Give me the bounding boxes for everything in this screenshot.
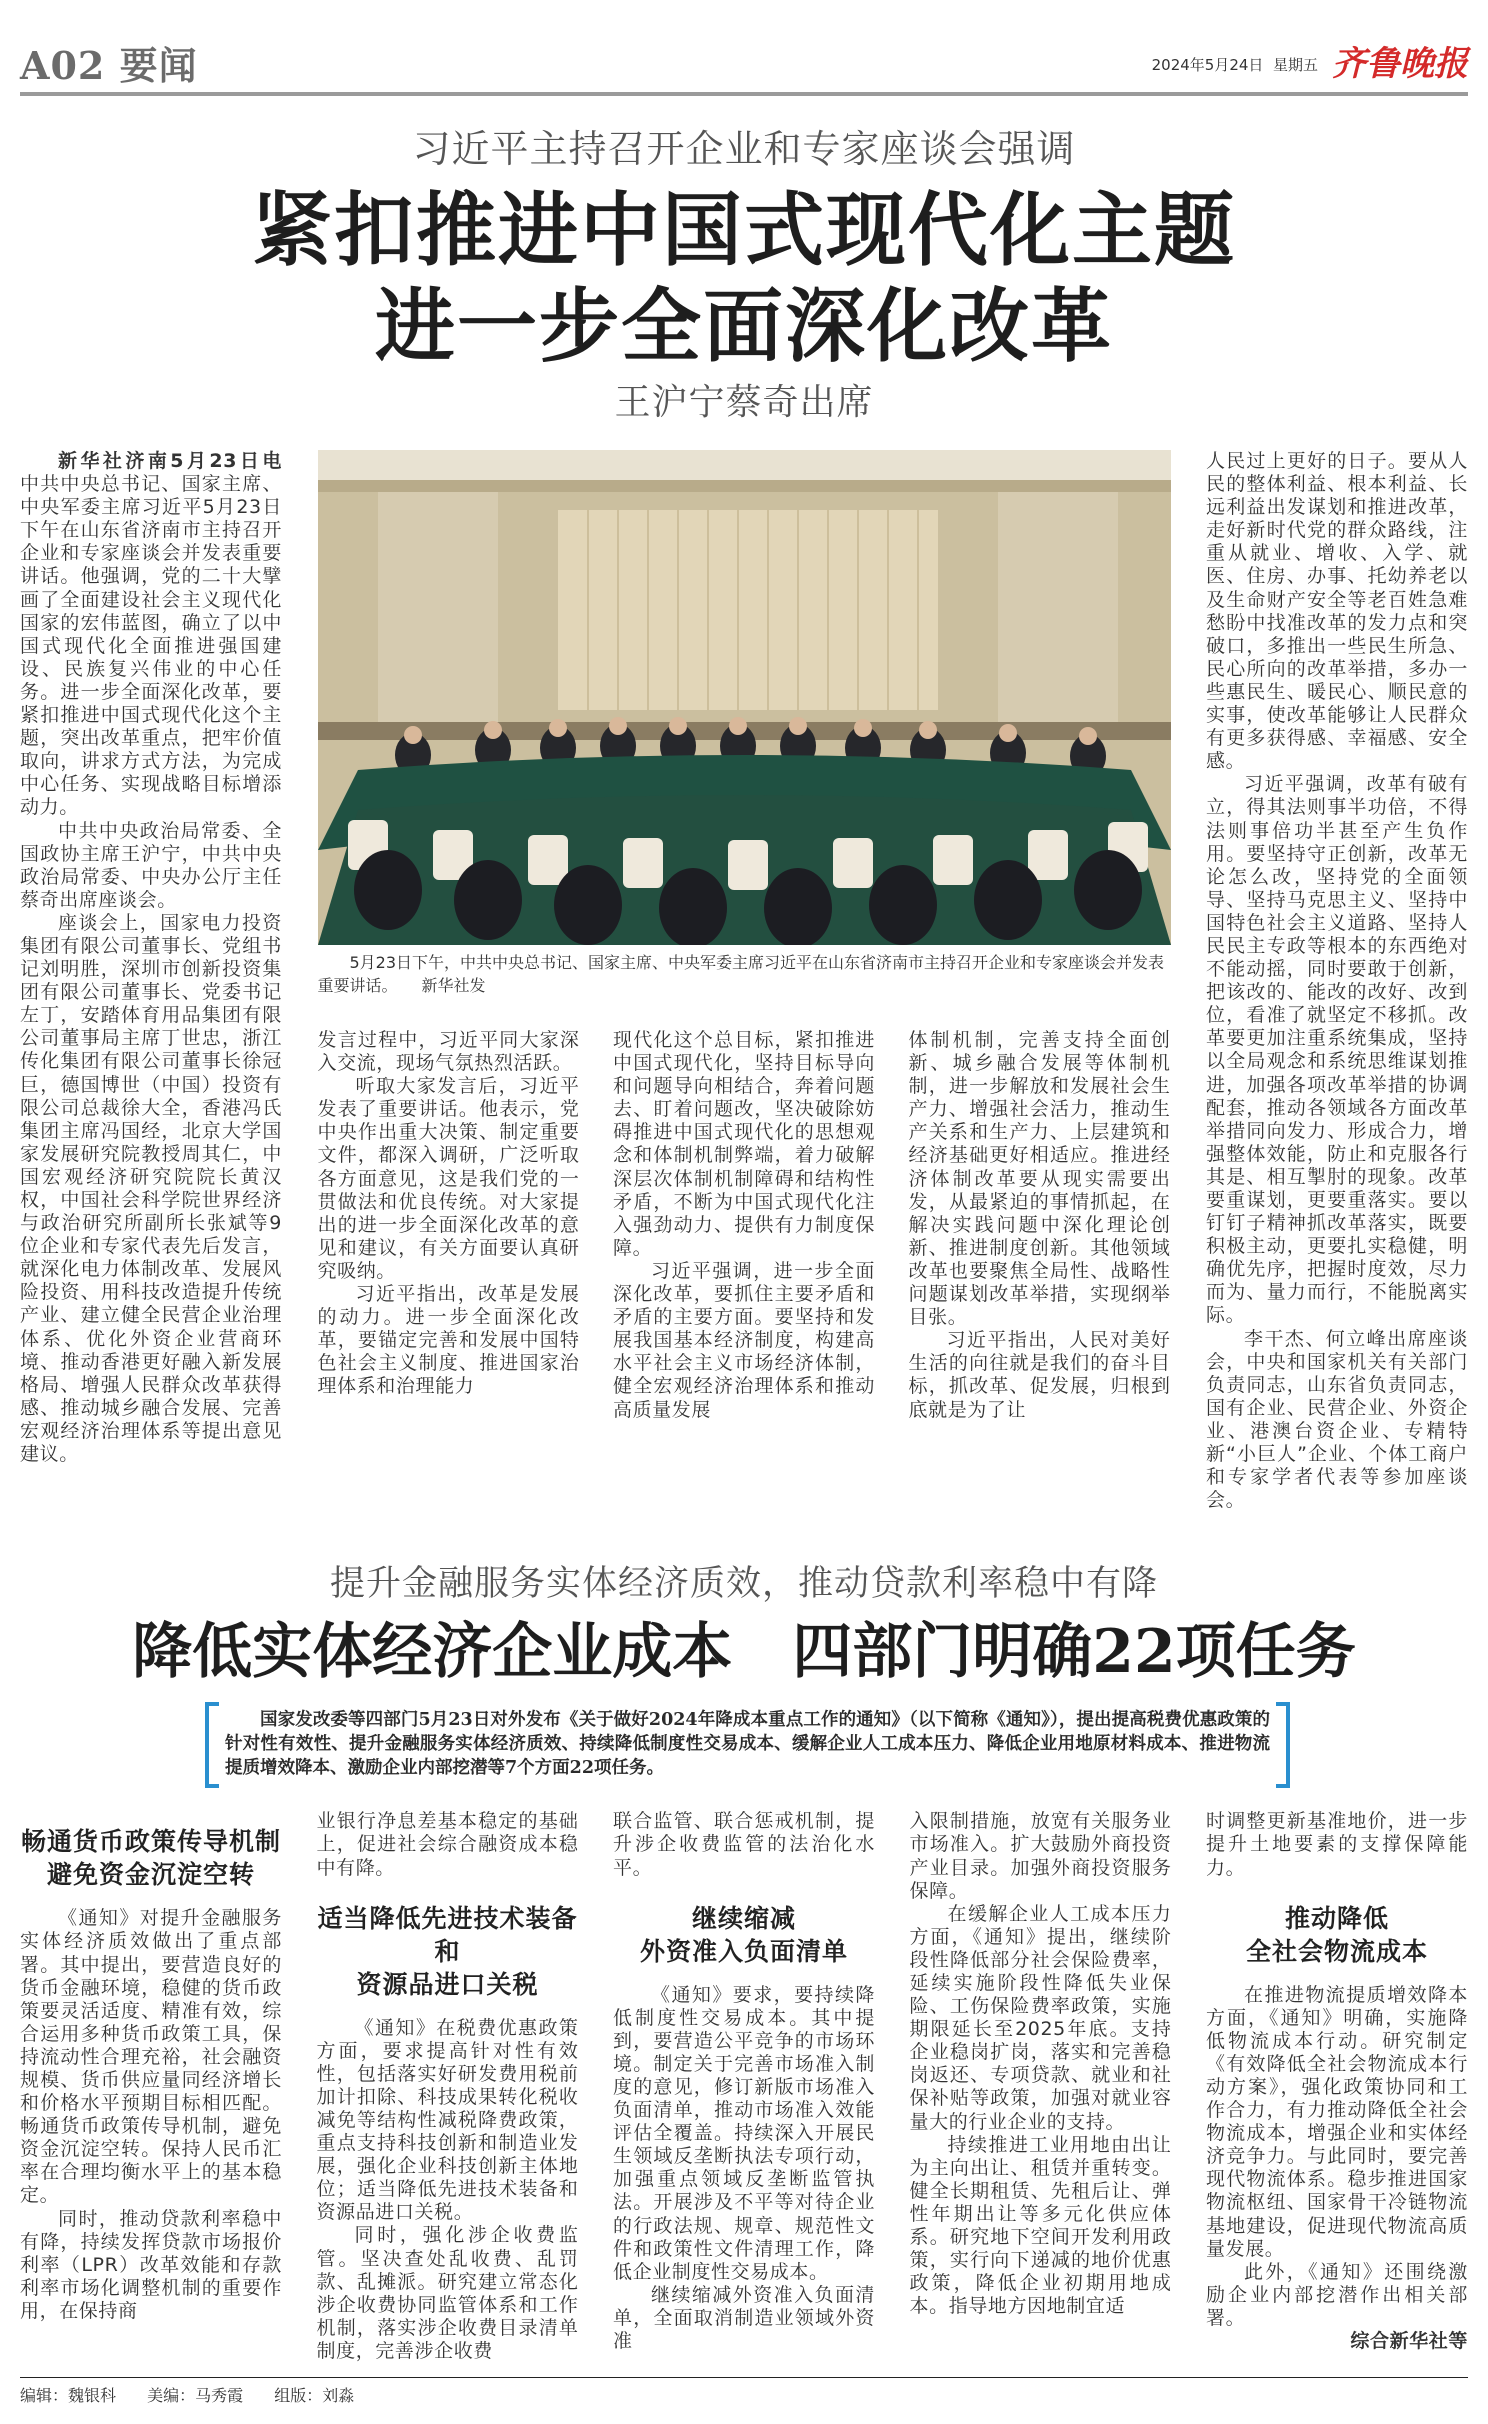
second-column-1 (20, 1810, 282, 2323)
paragraph: 座谈会上，国家电力投资集团有限公司董事长、党组书记刘明胜，深圳市创新投资集团有限公司董事长、党委书记左丁，安踏体育用品集团有限公司董事局主席丁世忠，浙江传化集团有限公司董事长徐冠巨，德国博世（中国）投资有限公司总裁徐大全，香港冯氏集团主席冯国经，北京大学国家发展研究院教授周其仁，中国宏观经济研究院院长黄汉权，中国社会科学院世界经济与政治研究所副所长张斌等9位企业和专家代表先后发言，就深化电力体制改革、发展风险投资、用科技改造提升传统产业、建立健全民营企业治理体系、优化外资企业营商环境、推动香港更好融入新发展格局、增强人民群众改革获得感、推动城乡融合发展、完善宏观经济治理体系等提出意见建议。 (20, 911, 282, 1466)
paragraph: 李干杰、何立峰出席座谈会，中央和国家机关有关部门负责同志，山东省负责同志，国有企业、民营企业、外资企业、港澳台资企业、专精特新“小巨人”企业、个体工商户和专家学者代表等参加座谈会。 (1206, 1327, 1468, 1512)
masthead (20, 0, 1468, 96)
left-bracket (205, 1702, 219, 1788)
second-kicker: 提升金融服务实体经济质效，推动贷款利率稳中有降 (329, 1564, 1158, 1605)
lead-middle-columns (318, 1029, 1171, 1422)
masthead-right (1152, 44, 1468, 84)
paragraph: 人民过上更好的日子。要从人民的整体利益、根本利益、长远利益出发谋划和推进改革，走好新时代党的群众路线，注重从就业、增收、入学、就医、住房、办事、托幼养老以及生命财产安全等老百姓急难愁盼中找准改革的发力点和突破口，多推出一些民生所急、民心所向的改革举措，多办一些惠民生、暖民心、顺民意的实事，使改革能够让人民群众有更多获得感、幸福感、安全感。 (1206, 450, 1468, 773)
photo-credit: 新华社发 (421, 976, 486, 995)
paragraph: 同时，强化涉企收费监管。坚决查处乱收费、乱罚款、乱摊派。研究建立常态化涉企收费协同监管体系和工作机制，落实涉企收费目录清单制度，完善涉企收费 (316, 2224, 579, 2362)
subheading-line: 全社会物流成本 (1245, 1936, 1428, 1966)
lead-headline-line-2: 进一步全面深化改革 (375, 279, 1113, 373)
dateline: 新华社济南5月23日电 (58, 450, 282, 472)
second-column-5 (1206, 1810, 1468, 2353)
subheading (20, 1825, 282, 1891)
date-text: 2024年5月24日 (1151, 55, 1264, 74)
layout-credit: 组版：刘淼 (274, 2386, 355, 2405)
paragraph: 持续推进工业用地由出让为主向出让、租赁并重转变。健全长期租赁、先租后让、弹性年期出让等多元化供应体系。研究地下空间开发利用政策，实行向下递减的地价优惠政策，降低企业初期用地成本。指导地方因地制宜适 (909, 2133, 1172, 2318)
paragraph: 中共中央政治局常委、全国政协主席王沪宁，中共中央政治局常委、中央办公厅主任蔡奇出席座谈会。 (20, 819, 282, 911)
meeting-room-image (318, 450, 1171, 945)
weekday-text: 星期五 (1272, 55, 1318, 74)
paragraph-text: 中共中央总书记、国家主席、中央军委主席习近平5月23日下午在山东省济南市主持召开企业和专家座谈会并发表重要讲话。他强调，党的二十大擘画了全面建设社会主义现代化国家的宏伟蓝图，确立了以中国式现代化全面推进强国建设、民族复兴伟业的中心任务。进一步全面深化改革，要紧扣推进中国式现代化这个主题，突出改革重点，把牢价值取向，讲求方式方法，为完成中心任务、实现战略目标增添动力。 (20, 473, 282, 819)
second-headline: 降低实体经济企业成本 四部门明确22项任务 (132, 1617, 1356, 1688)
paragraph: 继续缩减外资准入负面清单，全面取消制造业领域外资准 (613, 2283, 875, 2352)
paragraph: 习近平强调，进一步全面深化改革，要抓住主要矛盾和矛盾的主要方面。要坚持和发展我国基本经济制度，构建高水平社会主义市场经济体制，健全宏观经济治理体系和推动高质量发展 (613, 1259, 875, 1421)
lead-column-4 (909, 1029, 1171, 1422)
subheading (1206, 1902, 1468, 1968)
paragraph: 体制机制，完善支持全面创新、城乡融合发展等体制机制，进一步解放和发展社会生产力、增强社会活力，推动生产关系和生产力、上层建筑和经济基础更好相适应。推进经济体制改革要从现实需要出发，从最紧迫的事情抓起，在解决实践问题中深化理论创新、推进制度创新。其他领域改革也要聚焦全局性、战略性问题谋划改革举措，实现纲举目张。 (908, 1029, 1171, 1329)
subheading-line: 外资准入负面清单 (639, 1936, 848, 1966)
photo-caption (318, 951, 1171, 997)
designer-credit: 美编：马秀霞 (147, 2386, 244, 2405)
right-bracket (1276, 1702, 1290, 1788)
second-column-3 (613, 1810, 875, 2353)
paragraph: 习近平强调，改革有破有立，得其法则事半功倍，不得法则事倍功半甚至产生负作用。要坚持守正创新，改革无论怎么改，坚持党的全面领导、坚持马克思主义、坚持中国特色社会主义道路、坚持人民民主专政等根本的东西绝对不能动摇，同时要敢于创新，把该改的、能改的改好、改到位，看准了就坚定不移抓。改革要更加注重系统集成，坚持以全局观念和系统思维谋划推进，加强各项改革举措的协调配套，推动各领域各方面改革举措同向发力、形成合力，增强整体效能，防止和克服各行其是、相互掣肘的现象。改革要重谋划，更要重落实。要以钉钉子精神抓改革落实，既要积极主动，更要扎实稳健，明确优先序，把握时度效，尽力而为、量力而行，不能脱离实际。 (1206, 773, 1468, 1327)
paragraph: 业银行净息差基本稳定的基础上，促进社会综合融资成本稳中有降。 (316, 1810, 579, 1879)
subheading (613, 1902, 875, 1968)
lead-headline-line-1: 紧扣推进中国式现代化主题 (252, 183, 1236, 277)
footer-divider (20, 2377, 1468, 2378)
paragraph: 发言过程中，习近平同大家深入交流，现场气氛热烈活跃。 (317, 1029, 580, 1075)
paragraph: 同时，推动贷款利率稳中有降，持续发挥贷款市场报价利率（LPR）改革效能和存款利率市场化调整机制的重要作用，在保持商 (20, 2207, 282, 2322)
subheading (317, 1902, 579, 2001)
paragraph: 《通知》要求，要持续降低制度性交易成本。其中提到，要营造公平竞争的市场环境。制定关于完善市场准入制度的意见，修订新版市场准入负面清单，推动市场准入效能评估全覆盖。持续深入开展民生领域反垄断执法专项行动，加强重点领域反垄断监管执法。开展涉及不平等对待企业的行政法规、规章、规范性文件和政策性文件清理工作，降低企业制度性交易成本。 (613, 1983, 875, 2283)
editor-credit: 编辑：魏银科 (20, 2386, 117, 2405)
byline: 综合新华社等 (1350, 2330, 1468, 2352)
paragraph: 在推进物流提质增效降本方面，《通知》明确，实施降低物流成本行动。研究制定《有效降低全社会物流成本行动方案》，强化政策协同和工作合力，有力推动降低全社会物流成本，增强企业和实体经济竞争力。与此同时，要完善现代物流体系。稳步推进国家物流枢纽、国家骨干冷链物流基地建设，促进现代物流高质量发展。 (1206, 1983, 1468, 2260)
subheading-line: 适当降低先进技术装备和 (317, 1903, 578, 1966)
subheading-line: 畅通货币政策传导机制 (20, 1827, 281, 1857)
paragraph: 习近平指出，改革是发展的动力。进一步全面深化改革，要锚定完善和发展中国特色社会主义制度、推进国家治理体系和治理能力 (317, 1283, 580, 1398)
credits-footer (20, 2384, 1468, 2408)
second-story (20, 1562, 1468, 2363)
paragraph: 听取大家发言后，习近平发表了重要讲话。他表示，党中央作出重大决策、制定重要文件，都深入调研，广泛听取各方面意见，这是我们党的一贯做法和优良传统。对大家提出的进一步全面深化改革的意见和建议，有关方面要认真研究吸纳。 (317, 1075, 580, 1282)
footer-block (20, 2377, 1468, 2424)
issue-date (1152, 54, 1318, 75)
paragraph: 在缓解企业人工成本压力方面，《通知》提出，继续阶段性降低部分社会保险费率，延续实施阶段性降低失业保险、工伤保险费率政策，实施期限延长至2025年底。支持企业稳岗扩岗，落实和完善稳岗返还、专项贷款、就业和社保补贴等政策，加强对就业容量大的行业企业的支持。 (909, 1902, 1172, 2133)
newspaper-logo: 齐鲁晚报 (1332, 44, 1468, 84)
paragraph: 时调整更新基准地价，进一步提升土地要素的支撑保障能力。 (1206, 1810, 1468, 1879)
paragraph: 《通知》在税费优惠政策方面，要求提高针对性有效性，包括落实好研发费用税前加计扣除、科技成果转化税收减免等结构性减税降费政策，重点支持科技创新和制造业发展，强化企业科技创新主体地位；适当降低先进技术装备和资源品进口关税。 (316, 2016, 579, 2224)
summary-text: 国家发改委等四部门5月23日对外发布《关于做好2024年降成本重点工作的通知》（以下简称《通知》），提出提高税费优惠政策的针对性有效性、提升金融服务实体经济质效、持续降低制度性交易成本、缓解企业人工成本压力、降低企业用地原材料成本、推进物流提质增效降本、激励企业内部挖潜等7个方面22项任务。 (225, 1710, 1270, 1779)
second-story-columns (20, 1810, 1468, 2363)
paragraph: 现代化这个总目标，紧扣推进中国式现代化，坚持目标导向和问题导向相结合，奔着问题去、盯着问题改，坚决破除妨碍推进中国式现代化的思想观念和体制机制弊端，着力破解深层次体制机制障碍和结构性矛盾，不断为中国式现代化注入强劲动力、提供有力制度保障。 (613, 1029, 875, 1259)
paragraph: 习近平指出，人民对美好生活的向往就是我们的奋斗目标，抓改革、促发展，归根到底就是为了让 (908, 1329, 1171, 1421)
lead-story-body (20, 450, 1468, 1512)
lead-middle-area (318, 450, 1171, 1422)
subheading-line: 避免资金沉淀空转 (46, 1860, 255, 1890)
caption-text: 5月23日下午，中共中央总书记、国家主席、中央军委主席习近平在山东省济南市主持召开企业和专家座谈会并发表重要讲话。 (317, 953, 1165, 995)
second-column-4 (910, 1810, 1172, 2318)
paragraph: 联合监管、联合惩戒机制，提升涉企收费监管的法治化水平。 (613, 1810, 875, 1879)
paragraph: 此外，《通知》还围绕激励企业内部挖潜作出相关部署。 (1206, 2260, 1468, 2329)
lead-column-2 (318, 1029, 580, 1399)
meeting-photo (318, 450, 1171, 945)
paragraph: 《通知》对提升金融服务实体经济质效做出了重点部署。其中提出，要营造良好的货币金融环境，稳健的货币政策要灵活适度、精准有效，综合运用多种货币政策工具，保持流动性合理充裕，社会融资规模、货币供应量同经济增长和价格水平预期目标相匹配。畅通货币政策传导机制，避免资金沉淀空转。保持人民币汇率在合理均衡水平上的基本稳定。 (20, 1907, 282, 2207)
subheading-line: 资源品进口关税 (356, 1969, 539, 1999)
subheading-line: 推动降低 (1284, 1903, 1389, 1933)
lead-kicker: 习近平主持召开企业和专家座谈会强调 (412, 127, 1076, 171)
lead-column-3 (613, 1029, 875, 1422)
lead-column-5 (1206, 450, 1468, 1512)
lead-subtitle: 王沪宁蔡奇出席 (614, 382, 874, 423)
paragraph (20, 450, 282, 820)
second-column-2 (317, 1810, 579, 2363)
page-section-label: A02 要闻 (20, 43, 198, 88)
masthead-divider (20, 92, 1468, 96)
lead-column-1 (20, 450, 282, 1466)
paragraph: 入限制措施，放宽有关服务业市场准入。扩大鼓励外商投资产业目录。加强外商投资服务保障。 (909, 1810, 1172, 1902)
lead-summary-box (205, 1702, 1290, 1788)
subheading-line: 继续缩减 (691, 1903, 796, 1933)
